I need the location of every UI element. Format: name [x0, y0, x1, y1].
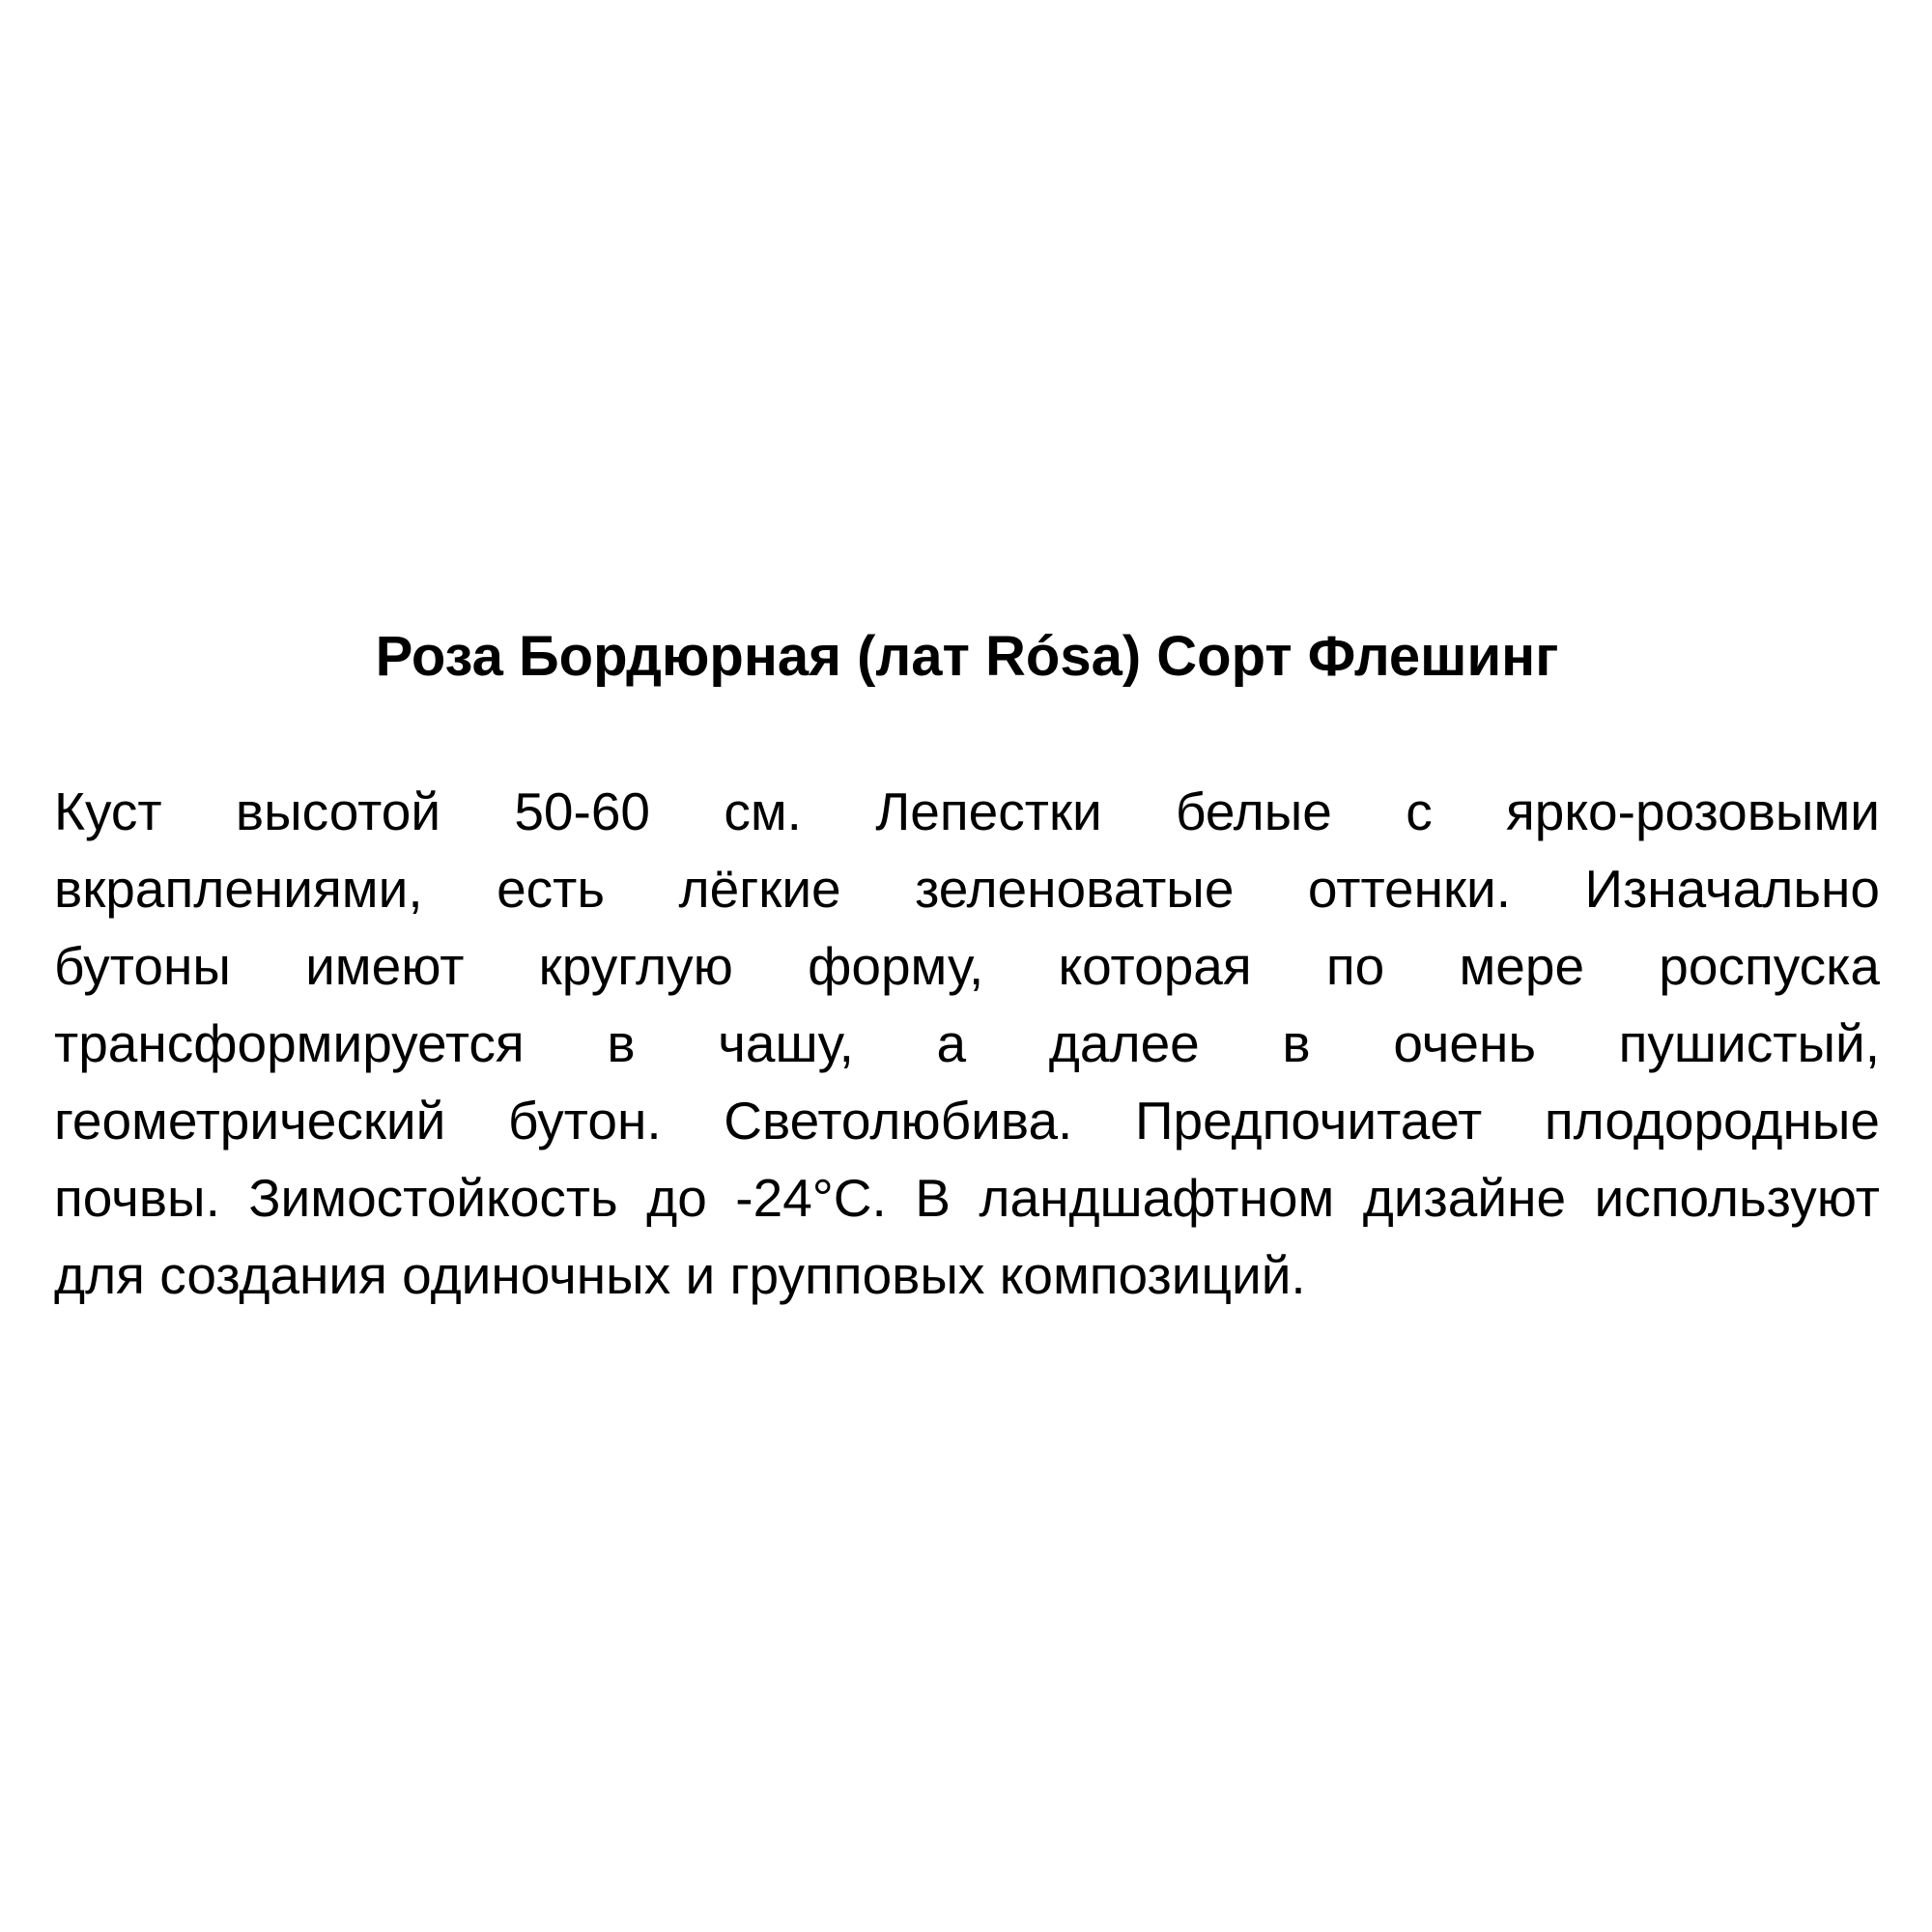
text-line-1: Куст высотой 50-60 см. Лепестки белые с ярко-розовыми: [54, 781, 1880, 841]
text-line-7: для создания одиночных и групповых композиций.: [54, 1245, 1306, 1305]
text-line-2: вкраплениями, есть лёгкие зеленоватые оттенки. Изначально: [54, 859, 1880, 919]
text-line-6: почвы. Зимостойкость до -24°С. В ландшафтном дизайне используют: [54, 1168, 1880, 1228]
description-paragraph: [54, 773, 1880, 1314]
text-line-5: геометрический бутон. Светолюбива. Предпочитает плодородные: [54, 1091, 1880, 1151]
text-line-4: трансформируется в чашу, а далее в очень пушистый,: [54, 1013, 1880, 1073]
document-title: Роза Бордюрная (лат Rósa) Сорт Флешинг: [375, 625, 1559, 688]
text-line-3: бутоны имеют круглую форму, которая по мере роспуска: [54, 936, 1880, 996]
